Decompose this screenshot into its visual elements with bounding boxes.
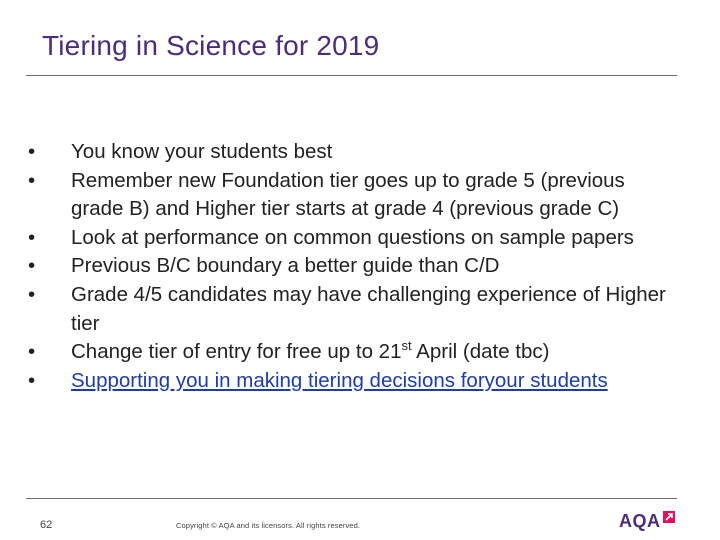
bullet-marker: • [28, 368, 36, 392]
bullet-text: You know your students best [71, 140, 333, 163]
aqa-logo [619, 510, 675, 532]
logo-text: AQA [619, 511, 661, 531]
title-divider [26, 75, 677, 76]
bullet-marker: • [28, 254, 36, 278]
bullet-marker: • [28, 168, 36, 192]
bullet-text: Remember new Foundation tier goes up to grade 5 (previous grade B) and Higher tier starts at grade 4 (previous grade C) [71, 168, 625, 221]
bullet-item [26, 252, 676, 281]
copyright-notice: Copyright © AQA and its licensors. All rights reserved. [176, 521, 361, 530]
bullet-item [26, 167, 676, 224]
bullet-marker: • [28, 140, 36, 163]
footer-divider [26, 498, 677, 499]
bullet-marker: • [28, 225, 36, 249]
bullet-list [26, 138, 676, 395]
page-number: 62 [40, 519, 53, 531]
bullet-text: Grade 4/5 candidates may have challenging experience of Higher tier [71, 282, 666, 335]
bullet-text: Look at performance on common questions on sample papers [71, 225, 634, 249]
bullet-item [26, 224, 676, 253]
bullet-marker: • [28, 282, 36, 306]
bullet-item [26, 338, 676, 367]
aqa-brand-mark-icon [663, 511, 675, 523]
bullet-item [26, 281, 676, 338]
slide-title: Tiering in Science for 2019 [42, 30, 380, 61]
tiering-decisions-link[interactable]: Supporting you in making tiering decisions foryour students [71, 368, 608, 392]
bullet-text: Change tier of entry for free up to 21st April (date tbc) [71, 338, 550, 364]
bullet-marker: • [28, 340, 36, 364]
bullet-text: Previous B/C boundary a better guide than C/D [71, 254, 500, 278]
ordinal-suffix: st [401, 338, 412, 354]
bullet-item [26, 138, 676, 167]
bullet-item [26, 367, 676, 396]
